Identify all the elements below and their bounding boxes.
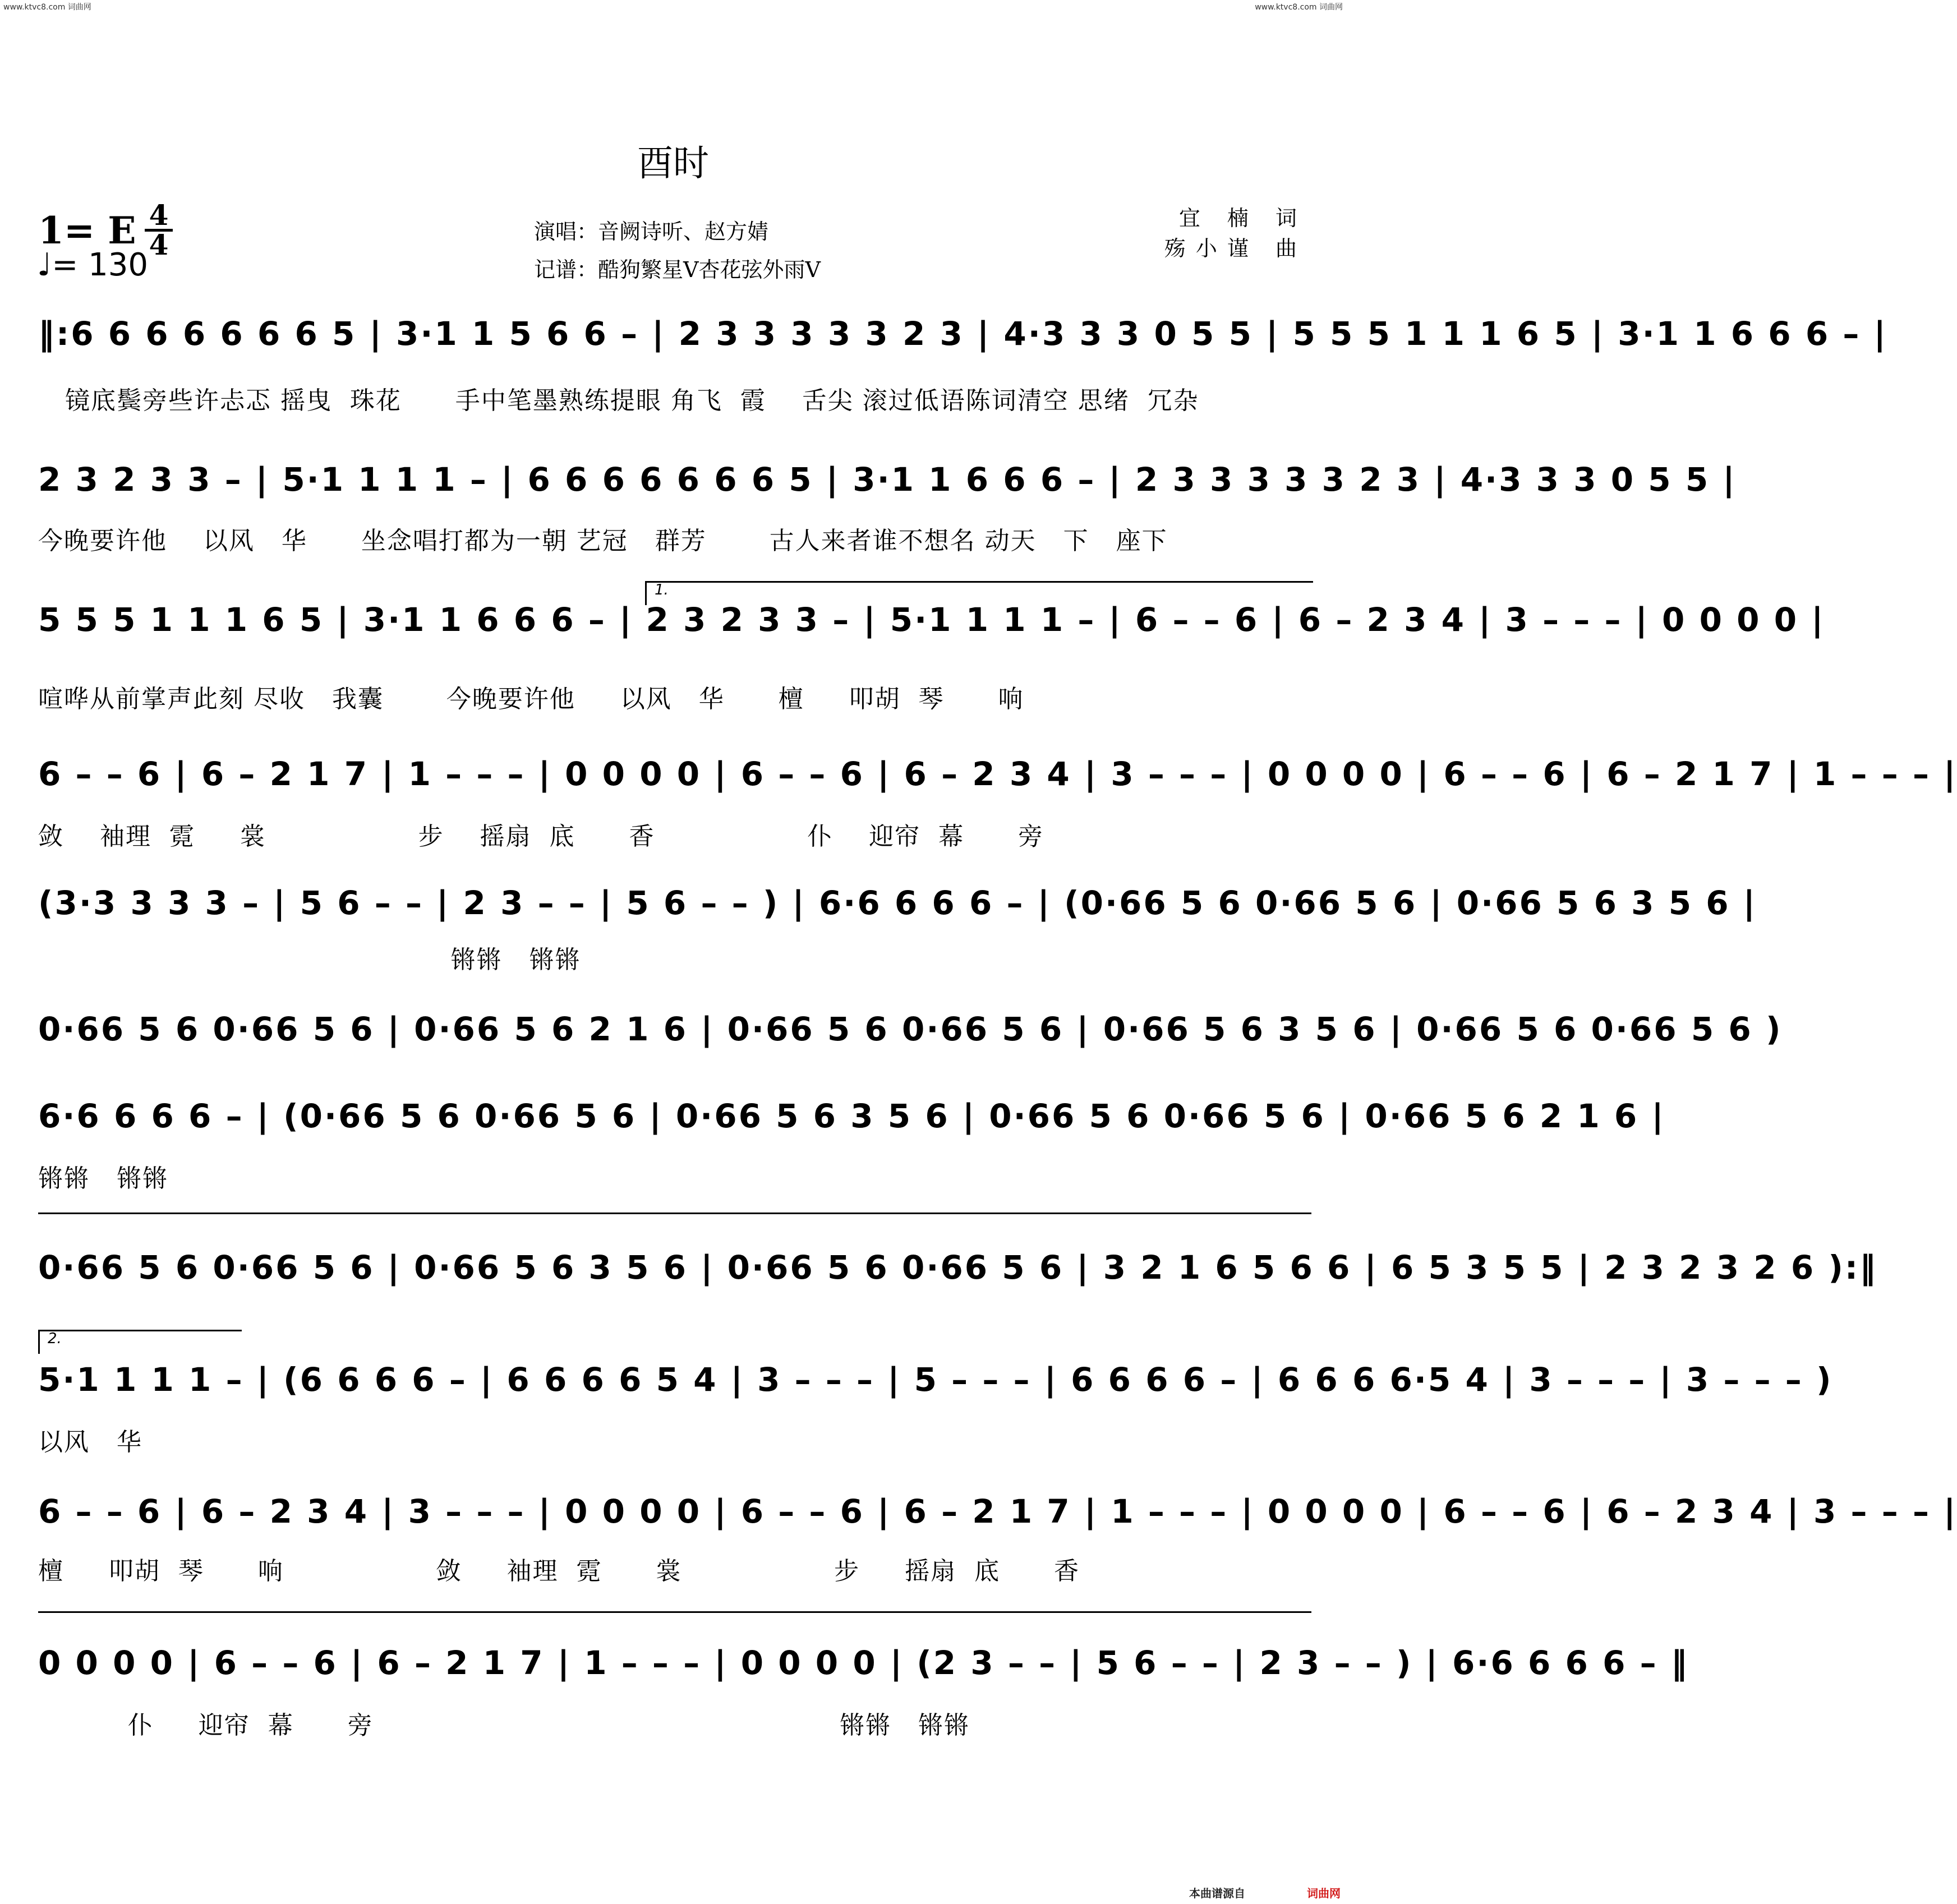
notation-line: 0·66 5 6 0·66 5 6 | 0·66 5 6 2 1 6 | 0·66 5 6 0·66 5 6 | 0·66 5 6 3 5 6 | 0·66 5 6 0·66 5 6 ) bbox=[38, 1010, 1783, 1048]
notation-line: 6 – – 6 | 6 – 2 1 7 | 1 – – – | 0 0 0 0 | 6 – – 6 | 6 – 2 3 4 | 3 – – – | 0 0 0 0 | 6 – – 6 | 6 – 2 1 7 | 1 – – – | bbox=[38, 755, 1957, 793]
transcriber-credit: 记谱：酷狗繁星V杏花弦外雨V bbox=[534, 257, 821, 282]
composer-credit: 殇小谨 曲 bbox=[1164, 236, 1307, 261]
volta-label-1: 1. bbox=[655, 582, 669, 598]
volta-bracket-2 bbox=[38, 1330, 242, 1354]
tempo-marking: ♩= 130 bbox=[37, 247, 149, 283]
lyric-line: 锵锵 锵锵 bbox=[38, 1164, 168, 1193]
time-signature-bottom: 4 bbox=[149, 228, 169, 261]
notation-line: ‖:6 6 6 6 6 6 6 5 | 3·1 1 5 6 6 – | 2 3 3 3 3 3 2 3 | 4·3 3 3 0 5 5 | 5 5 5 1 1 1 6 5 | 3·1 1 6 6 6 – | bbox=[38, 315, 1887, 353]
site-watermark-left: www.ktvc8.com 词曲网 bbox=[3, 3, 91, 12]
song-title: 酉时 bbox=[637, 143, 709, 185]
site-watermark-right: www.ktvc8.com 词曲网 bbox=[1255, 3, 1343, 12]
notation-line: 5·1 1 1 1 – | (6 6 6 6 – | 6 6 6 6 5 4 | 3 – – – | 5 – – – | 6 6 6 6 – | 6 6 6 6·5 4 | 3 – – – | 3 – – – ) bbox=[38, 1361, 1833, 1399]
lyric-line: 以风 华 bbox=[38, 1428, 142, 1456]
footer-source-text: 本曲谱源自 bbox=[1189, 1887, 1245, 1900]
notation-line: (3·3 3 3 3 – | 5 6 – – | 2 3 – – | 5 6 – – ) | 6·6 6 6 6 – | (0·66 5 6 0·66 5 6 | 0·66 5 6 3 5 6 | bbox=[38, 884, 1757, 922]
lyric-line: 镜底鬓旁些许忐忑 摇曳 珠花 手中笔墨熟练提眼 角飞 霞 舌尖 滚过低语陈词清空 思绪 冗杂 bbox=[38, 386, 1199, 415]
system-divider-line bbox=[38, 1611, 1311, 1613]
volta-label-2: 2. bbox=[48, 1330, 62, 1347]
time-signature-top: 4 bbox=[149, 199, 169, 232]
lyricist-credit: 宜 楠 词 bbox=[1178, 206, 1307, 230]
notation-line: 5 5 5 1 1 1 6 5 | 3·1 1 6 6 6 – | 2 3 2 3 3 – | 5·1 1 1 1 – | 6 – – 6 | 6 – 2 3 4 | 3 – – – | 0 0 0 0 | bbox=[38, 601, 1825, 639]
key-signature: 1= E bbox=[38, 209, 136, 252]
time-signature bbox=[145, 199, 173, 261]
notation-line: 2 3 2 3 3 – | 5·1 1 1 1 – | 6 6 6 6 6 6 6 5 | 3·1 1 6 6 6 – | 2 3 3 3 3 3 2 3 | 4·3 3 3 0 5 5 | bbox=[38, 460, 1737, 499]
notation-line: 6 – – 6 | 6 – 2 3 4 | 3 – – – | 0 0 0 0 | 6 – – 6 | 6 – 2 1 7 | 1 – – – | 0 0 0 0 | 6 – – 6 | 6 – 2 3 4 | 3 – – – | bbox=[38, 1492, 1957, 1530]
lyric-line: 仆 迎帘 幕 旁 锵锵 锵锵 bbox=[38, 1711, 970, 1740]
notation-line: 6·6 6 6 6 – | (0·66 5 6 0·66 5 6 | 0·66 5 6 3 5 6 | 0·66 5 6 0·66 5 6 | 0·66 5 6 2 1 6 | bbox=[38, 1097, 1665, 1135]
lyric-line: 檀 叩胡 琴 响 敛 袖理 霓 裳 步 摇扇 底 香 bbox=[38, 1557, 1080, 1585]
system-divider-line bbox=[38, 1213, 1311, 1214]
lyric-line: 今晚要许他 以风 华 坐念唱打都为一朝 艺冠 群芳 古人来者谁不想名 动天 下 座下 bbox=[38, 527, 1168, 555]
notation-line: 0 0 0 0 | 6 – – 6 | 6 – 2 1 7 | 1 – – – | 0 0 0 0 | (2 3 – – | 5 6 – – | 2 3 – – ) | 6·6 6 6 6 – ‖ bbox=[38, 1644, 1689, 1682]
lyric-line: 敛 袖理 霓 裳 步 摇扇 底 香 仆 迎帘 幕 旁 bbox=[38, 822, 1044, 851]
lyric-line: 锵锵 锵锵 bbox=[38, 946, 581, 974]
singers-credit: 演唱：音阙诗听、赵方婧 bbox=[534, 219, 769, 244]
footer-site-logo[interactable]: 词曲网 bbox=[1307, 1887, 1341, 1900]
notation-line: 0·66 5 6 0·66 5 6 | 0·66 5 6 3 5 6 | 0·66 5 6 0·66 5 6 | 3 2 1 6 5 6 6 | 6 5 3 5 5 | 2 3 2 3 2 6 ):‖ bbox=[38, 1248, 1878, 1287]
lyric-line: 喧哗从前掌声此刻 尽收 我囊 今晚要许他 以风 华 檀 叩胡 琴 响 bbox=[38, 685, 1024, 713]
